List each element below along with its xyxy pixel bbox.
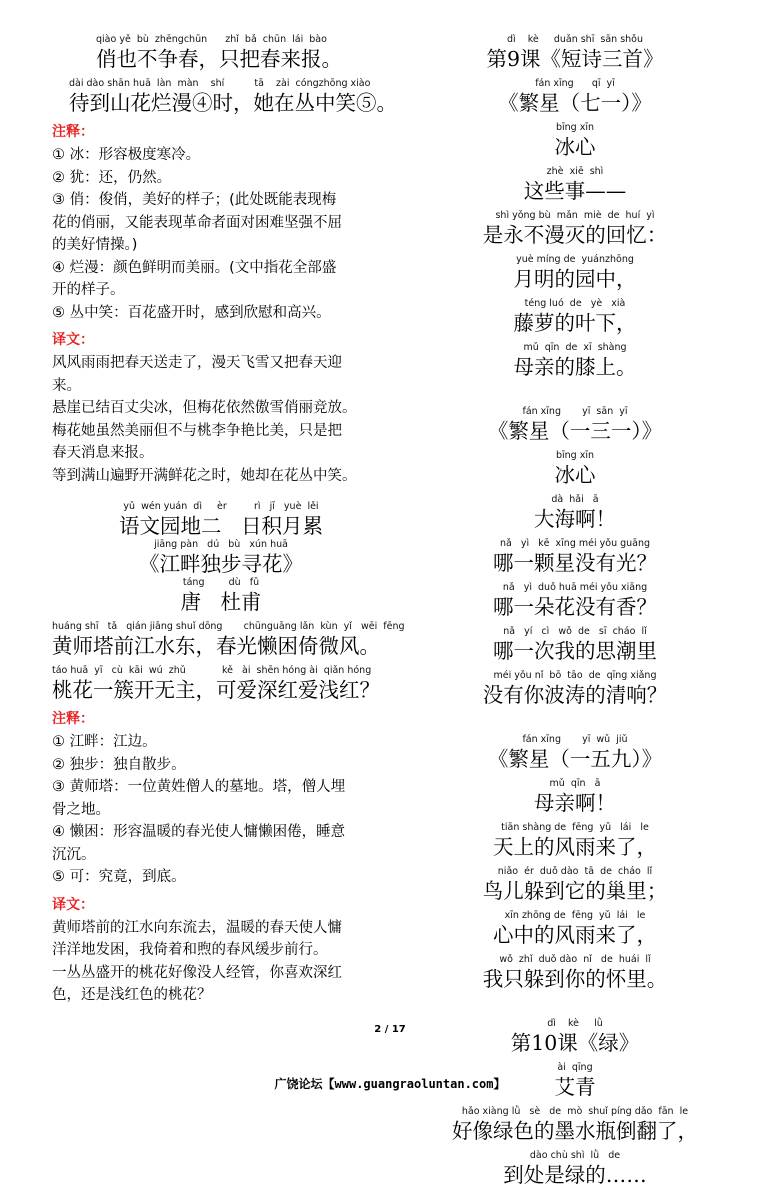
hanzi: 语文园地二 日积月累 (118, 514, 324, 538)
poem-line (420, 1150, 730, 1188)
poem-line (420, 1106, 730, 1144)
hanzi: 唐 杜甫 (180, 590, 262, 614)
translation-line: 一丛丛盛开的桃花好像没人经管，你喜欢深红 (52, 964, 342, 981)
pinyin: fán xīng yī sān yī (522, 406, 628, 417)
translation-heading: 译文： (52, 896, 94, 913)
pinyin: fán xīng qī yī (535, 78, 615, 89)
poem-line (420, 954, 730, 992)
pinyin: yuè míng de yuánzhōng (516, 254, 634, 265)
poem-author (420, 450, 730, 488)
poem-author (52, 577, 390, 615)
poem-line (420, 822, 730, 860)
hanzi: 我只躲到你的怀里。 (482, 967, 668, 991)
hanzi: 哪一颗星没有光？ (493, 551, 657, 575)
notes-list (52, 731, 390, 889)
hanzi: 冰心 (554, 463, 596, 487)
note-line: ⑤ 可：究竟，到底。 (52, 869, 186, 885)
translation-line: 洋洋地发困，我倚着和煦的春风缓步前行。 (52, 942, 328, 958)
left-column (52, 34, 405, 1007)
notes-heading: 注释： (52, 711, 94, 727)
note-line: ④ 烂漫：颜色鲜明而美丽。(文中指花全部盛 (52, 259, 337, 276)
translation-line: 色，还是浅红色的桃花？ (52, 987, 212, 1003)
pinyin: méi yǒu nǐ bō tāo de qīng xiǎng (493, 670, 657, 681)
poem-title (52, 539, 390, 577)
hanzi: 冰心 (554, 135, 596, 159)
hanzi: 待到山花烂漫④时，她在丛中笑⑤。 (69, 91, 397, 115)
pinyin: tiān shàng de fēng yǔ lái le (501, 822, 649, 833)
poem-line (52, 34, 390, 72)
pinyin: xīn zhōng de fēng yǔ lái le (504, 910, 646, 921)
poem-line (420, 910, 730, 948)
poem-title (420, 406, 730, 444)
translation-line: 风风雨雨把春天送走了，漫天飞雪又把春天迎 (52, 355, 342, 371)
translation-line: 梅花她虽然美丽但不与桃李争艳比美，只是把 (52, 422, 342, 439)
poem-line (52, 621, 405, 659)
pinyin: fán xīng yī wǔ jiǔ (522, 734, 628, 745)
note-line: 的美好情操。) (52, 237, 138, 253)
pinyin: mǔ qīn de xī shàng (523, 342, 627, 353)
hanzi: 这些事—— (523, 179, 627, 203)
hanzi: 《繁星（一五九）》 (487, 747, 663, 771)
hanzi: 天上的风雨来了， (493, 835, 657, 859)
hanzi: 到处是绿的…… (503, 1163, 647, 1187)
pinyin: dì kè duǎn shī sān shǒu (506, 34, 644, 45)
footer-url: 【www.guangraoluntan.com】 (322, 1077, 506, 1091)
section-title (52, 501, 390, 539)
translation-line: 来。 (52, 377, 81, 394)
poem-line (420, 298, 730, 336)
note-line: ④ 懒困：形容温暖的春光使人慵懒困倦，睡意 (52, 824, 346, 840)
translation-line: 悬崖已结百丈尖冰，但梅花依然傲雪俏丽竞放。 (52, 400, 357, 416)
poem-line (420, 342, 730, 380)
pinyin: nǎ yì kē xīng méi yǒu guāng (499, 538, 651, 549)
pinyin: shì yǒng bù mǎn miè de huí yì (495, 210, 655, 221)
hanzi: 《繁星（一三一）》 (487, 419, 663, 443)
note-line: ② 犹：还，仍然。 (52, 169, 172, 186)
note-line: ③ 黄师塔：一位黄姓僧人的墓地。塔，僧人埋 (52, 779, 346, 795)
hanzi: 第10课《绿》 (510, 1031, 640, 1055)
note-line: 开的样子。 (52, 282, 125, 298)
pinyin: dì kè lǜ (547, 1018, 603, 1029)
right-column (420, 34, 730, 1188)
hanzi: 母亲啊！ (534, 791, 616, 815)
pinyin: téng luó de yè xià (524, 298, 626, 309)
pinyin: niǎo ér duǒ dào tā de cháo lǐ (497, 866, 653, 877)
poem-line (420, 778, 730, 816)
translation-text (52, 352, 390, 487)
hanzi: 《繁星（七一）》 (498, 91, 652, 115)
note-line: ② 独步：独自散步。 (52, 756, 186, 773)
poem-line (52, 78, 397, 116)
hanzi: 黄师塔前江水东，春光懒困倚微风。 (52, 634, 380, 658)
poem-line (420, 210, 730, 248)
note-line: ① 江畔：江边。 (52, 734, 157, 750)
poem-line (420, 166, 730, 204)
note-line: ① 冰：形容极度寒冷。 (52, 147, 201, 163)
hanzi: 哪一朵花没有香？ (493, 595, 657, 619)
poem-author (420, 122, 730, 160)
note-line: 骨之地。 (52, 801, 110, 818)
hanzi: 好像绿色的墨水瓶倒翻了， (452, 1119, 698, 1143)
poem-line (52, 665, 390, 703)
pinyin: nǎ yí cì wǒ de sī cháo lǐ (503, 626, 647, 637)
footer-site-name: 广饶论坛 (274, 1077, 323, 1091)
poem-line (420, 626, 730, 664)
poem-title (420, 734, 730, 772)
poem-title (420, 78, 730, 116)
pinyin: dài dào shān huā làn màn shí tā zài cóngzhōng xiào (69, 78, 371, 89)
note-line: ③ 俏：俊俏，美好的样子；(此处既能表现梅 (52, 192, 337, 208)
hanzi: 鸟儿躲到它的巢里； (482, 879, 668, 903)
footer (0, 1075, 780, 1092)
poem-line (420, 866, 730, 904)
pinyin: hǎo xiàng lǜ sè de mò shuǐ píng dǎo fān le (461, 1106, 689, 1117)
pinyin: dà hǎi ā (551, 494, 599, 505)
note-line: 花的俏丽，又能表现革命者面对困难坚强不屈 (52, 214, 342, 231)
pinyin: táo huā yī cù kāi wú zhǔ kě ài shēn hóng ài qiǎn hóng (52, 665, 372, 676)
hanzi: 哪一次我的思潮里 (493, 639, 657, 663)
pinyin: táng dù fǔ (182, 577, 260, 588)
translation-line: 春天消息来报。 (52, 445, 154, 461)
pinyin: mǔ qīn ā (549, 778, 601, 789)
pinyin: wǒ zhǐ duǒ dào nǐ de huái lǐ (499, 954, 651, 965)
hanzi: 是永不漫灭的回忆： (482, 223, 668, 247)
pinyin: ài qīng (557, 1062, 593, 1073)
hanzi: 俏也不争春，只把春来报。 (96, 47, 342, 71)
translation-text (52, 917, 390, 1007)
hanzi: 月明的园中， (513, 267, 637, 291)
pinyin: yǔ wén yuán dì èr rì jī yuè lěi (123, 501, 319, 512)
hanzi: 大海啊！ (534, 507, 616, 531)
page-number: 2 / 17 (374, 1024, 406, 1035)
notes-heading: 注释： (52, 124, 94, 140)
translation-line: 黄师塔前的江水向东流去，温暖的春天使人慵 (52, 919, 342, 936)
pinyin: qiào yě bù zhēngchūn zhǐ bǎ chūn lái bào (96, 34, 327, 45)
pinyin: bīng xīn (555, 450, 595, 461)
poem-line (420, 670, 730, 708)
lesson-title (420, 34, 730, 72)
hanzi: 《江畔独步寻花》 (139, 552, 303, 576)
poem-line (420, 254, 730, 292)
poem-line (420, 538, 730, 576)
hanzi: 艾青 (554, 1075, 596, 1099)
pinyin: zhè xiē shì (546, 166, 604, 177)
translation-heading: 译文： (52, 332, 94, 348)
note-line: ⑤ 丛中笑：百花盛开时，感到欣慰和高兴。 (52, 304, 331, 321)
hanzi: 没有你波涛的清响？ (482, 683, 668, 707)
hanzi: 桃花一簇开无主，可爱深红爱浅红？ (52, 678, 380, 702)
hanzi: 心中的风雨来了， (493, 923, 657, 947)
translation-line: 等到满山遍野开满鲜花之时，她却在花丛中笑。 (52, 467, 357, 484)
poem-line (420, 582, 730, 620)
poem-line (420, 494, 730, 532)
pinyin: bīng xīn (555, 122, 595, 133)
pinyin: huáng shī tǎ qián jiāng shuǐ dōng chūnguāng lǎn kùn yǐ wēi fēng (52, 621, 405, 632)
notes-list (52, 144, 390, 324)
hanzi: 第9课《短诗三首》 (486, 47, 664, 71)
pinyin: nǎ yì duǒ huā méi yǒu xiāng (502, 582, 648, 593)
hanzi: 藤萝的叶下， (513, 311, 637, 335)
hanzi: 母亲的膝上。 (513, 355, 637, 379)
note-line: 沉沉。 (52, 846, 96, 863)
pinyin: jiāng pàn dú bù xún huā (154, 539, 288, 550)
pinyin: dào chù shì lǜ de (529, 1150, 621, 1161)
